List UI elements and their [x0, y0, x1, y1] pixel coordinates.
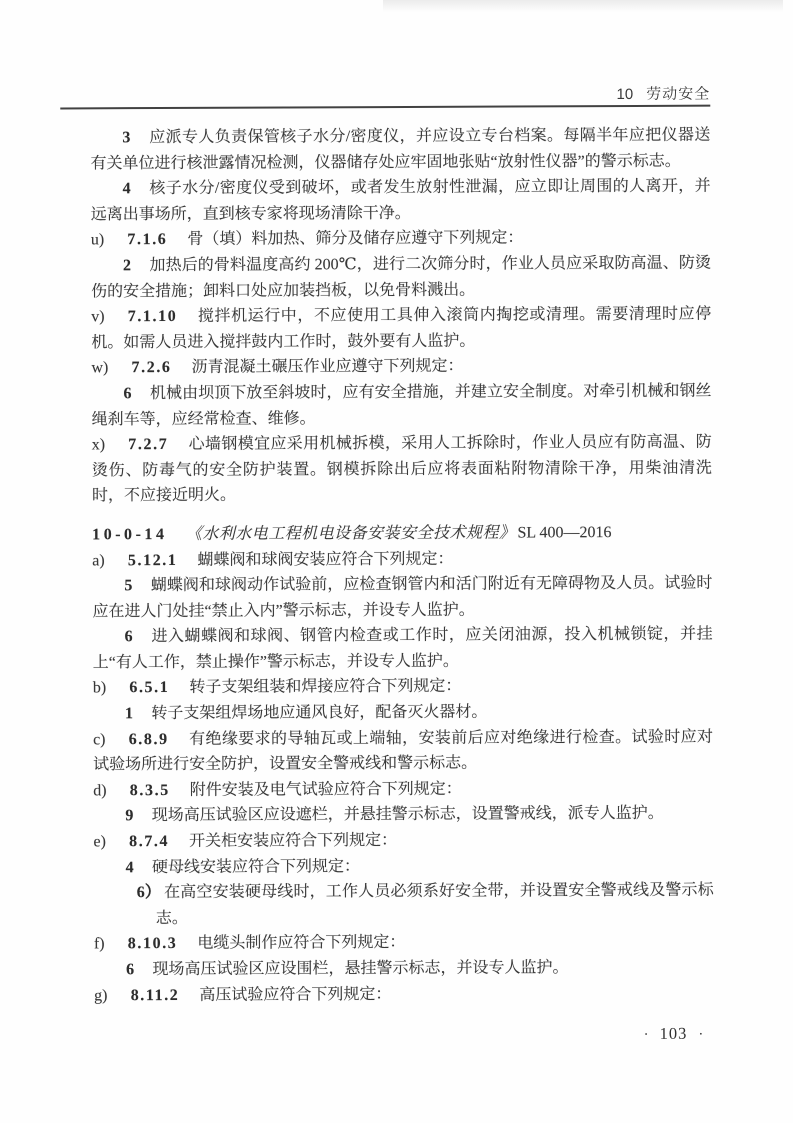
letter-label: a) [92, 551, 105, 569]
clause-text: 现场高压试验区应设围栏，悬挂警示标志，并设专人监护。 [152, 959, 569, 979]
letter-label: f) [93, 935, 105, 953]
lettered-clause [93, 673, 713, 701]
letter-label: v) [91, 308, 105, 326]
clause-text: 附件安装及电气试验应符合下列规定： [189, 780, 462, 799]
clause-number: 6.8.9 [128, 730, 169, 748]
page-number: 103 [659, 1023, 688, 1043]
standard-title: 《水利水电工程机电设备安装安全技术规程》 [185, 524, 516, 543]
numbered-clause [92, 571, 712, 625]
clause-text: 现场高压试验区应设遮栏，并悬挂警示标志，设置警戒线，派专人监护。 [151, 805, 664, 825]
sub-item-number: 6） [136, 884, 162, 902]
clause-number: 6.5.1 [129, 679, 170, 697]
numbered-clause [93, 699, 713, 727]
item-number: 6 [126, 961, 135, 979]
item-number: 6 [123, 385, 132, 403]
clause-number: 7.1.6 [127, 231, 168, 249]
document-body [90, 123, 714, 1009]
clause-text: 进入蝴蝶阀和球阀、钢管内检查或工作时，应关闭油源，投入机械锁锭，并挂上“有人工作，禁止操作”警示标志，并设专人监护。 [92, 625, 713, 672]
letter-label: b) [92, 679, 107, 697]
letter-label: g) [94, 986, 108, 1004]
clause-number: 7.2.7 [128, 436, 169, 454]
lettered-clause [91, 353, 711, 381]
clause-text: 转子支架组装和焊接应符合下列规定： [189, 678, 462, 697]
clause-text: 在高空安装硬母线时，工作人员必须系好安全带，并设置安全警戒线及警示标志。 [155, 881, 714, 927]
page-number-decor-left: · [643, 1026, 649, 1043]
page-header [60, 83, 710, 107]
clause-number: 5.12.1 [127, 551, 178, 569]
item-number: 1 [124, 705, 133, 723]
letter-label: w) [91, 359, 109, 377]
item-number: 9 [125, 807, 134, 825]
item-number: 4 [125, 858, 134, 876]
lettered-clause [92, 430, 712, 509]
clause-text: 搅拌机运行中，不应使用工具伸入滚筒内掏挖或清理。需要清理时应停机。如需人员进入搅拌鼓内工作时，鼓外要有人监护。 [91, 305, 712, 352]
lettered-clause [92, 545, 712, 573]
clause-text: 蝴蝶阀和球阀安装应符合下列规定： [197, 550, 454, 569]
letter-label: x) [91, 436, 106, 454]
page-number-decor-right: · [698, 1026, 704, 1043]
lettered-clause [94, 980, 714, 1008]
clause-text: 高压试验应符合下列规定： [199, 985, 392, 1004]
clause-text: 应派专人负责保管核子水分/密度仪，并应设立专台档案。每隔半年应把仪器送有关单位进行核泄露情况检测，仪器储存处应牢固地张贴“放射性仪器”的警示标志。 [90, 126, 711, 172]
lettered-clause [93, 775, 713, 803]
lettered-clause [93, 827, 713, 855]
clause-text: 转子支架组焊场地应通风良好，配备灭火器材。 [151, 703, 488, 723]
letter-label: e) [93, 833, 106, 851]
clause-text: 骨（填）料加热、筛分及储存应遵守下列规定： [187, 229, 524, 249]
clause-number: 8.11.2 [130, 986, 180, 1004]
numbered-clause [91, 251, 711, 305]
standard-code: SL 400—2016 [517, 523, 612, 542]
clause-number: 8.7.4 [129, 833, 170, 851]
lettered-clause [91, 225, 711, 253]
letter-label: d) [93, 782, 107, 800]
item-number: 2 [122, 257, 132, 275]
numbered-clause [94, 955, 714, 983]
sub-clause [94, 878, 714, 932]
clause-text: 电缆头制作应符合下列规定： [197, 934, 406, 953]
numbered-clause [91, 174, 711, 228]
clause-number: 7.2.6 [131, 359, 172, 377]
numbered-clause [91, 379, 711, 433]
clause-text: 机械由坝顶下放至斜坡时，应有安全措施，并建立安全制度。对牵引机械和钢丝绳刹车等，应经常检查、维修。 [91, 382, 712, 428]
page-footer [644, 1024, 704, 1044]
clause-text: 加热后的骨料温度高约 200℃，进行二次筛分时，作业人员应采取防高温、防烫伤的安全措施；卸料口处应加装挡板，以免骨料溅出。 [91, 254, 712, 300]
clause-text: 开关柜安装应符合下列规定： [189, 832, 398, 850]
item-number: 6 [124, 628, 133, 646]
item-number: 3 [122, 129, 131, 147]
lettered-clause [93, 724, 713, 778]
entry-heading [92, 520, 712, 548]
clause-text: 有绝缘要求的导轴瓦或上端轴，安装前后应对绝缘进行检查。试验时应对试验场所进行安全防护，设置安全警戒线和警示标志。 [93, 728, 714, 774]
chapter-title: 劳动安全 [646, 85, 711, 103]
chapter-number: 10 [616, 85, 634, 104]
numbered-clause [93, 801, 713, 829]
lettered-clause [94, 929, 714, 957]
clause-text: 硬母线安装应符合下列规定： [151, 857, 361, 876]
clause-text: 蝴蝶阀和球阀动作试验前，应检查钢管内和活门附近有无障碍物及人员。试验时应在进人门处挂“禁止入内”警示标志，并设专人监护。 [92, 574, 713, 621]
lettered-clause [91, 302, 711, 356]
clause-number: 7.1.10 [127, 308, 178, 326]
clause-text: 沥青混凝土碾压作业应遵守下列规定： [191, 358, 464, 377]
clause-text: 心墙钢模宜应采用机械拆模，采用人工拆除时，作业人员应有防高温、防烫伤、防毒气的安全防护装置。钢模拆除出后应将表面粘附物清除干净，用柴油清洗时，不应接近明火。 [91, 433, 712, 505]
numbered-clause [90, 123, 710, 177]
letter-label: u) [90, 231, 105, 249]
entry-number: 10-0-14 [92, 525, 168, 544]
item-number: 5 [124, 577, 133, 595]
clause-number: 8.3.5 [129, 781, 170, 800]
clause-text: 核子水分/密度仪受到破坏，或者发生放射性泄漏，应立即让周围的人离开，并远离出事场所，直到核专家将现场清除干净。 [90, 177, 711, 224]
letter-label: c) [93, 730, 106, 748]
item-number: 4 [122, 180, 131, 198]
numbered-clause [93, 622, 713, 676]
numbered-clause [94, 852, 714, 880]
clause-number: 8.10.3 [127, 935, 178, 953]
